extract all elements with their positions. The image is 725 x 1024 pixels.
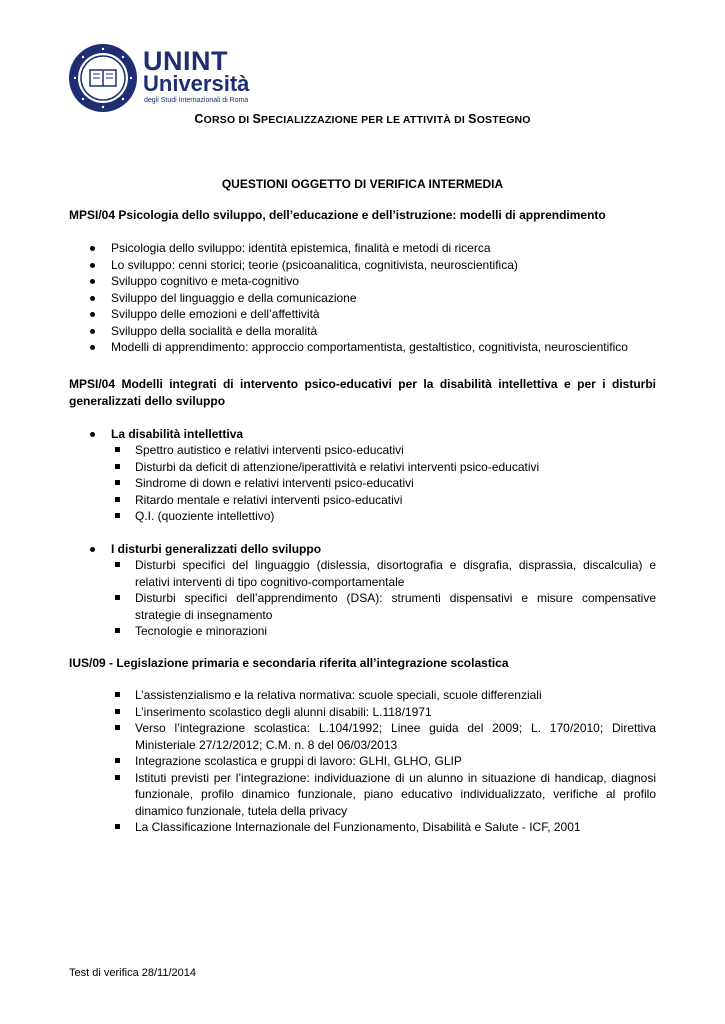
list-item: Istituti previsti per l’integrazione: individuazione di un alunno in situazione di handicap, diagnosi funzionale, profilo dinamico funzionale, piano educativo individualizzato, verifiche al profilo dinamico funzionale, tutela della privacy <box>112 770 656 820</box>
list-item: Verso l’integrazione scolastica: L.104/1992; Linee guida del 2009; L. 170/2010; Direttiva Ministeriale 27/12/2012; C.M. n. 8 del 06/03/2013 <box>112 720 656 753</box>
logo-name: UNINT <box>143 46 228 76</box>
section-1-heading: MPSI/04 Psicologia dello sviluppo, dell’educazione e dell’istruzione: modelli di apprendimento <box>69 208 606 222</box>
section-3-list <box>112 687 656 836</box>
document-subtitle: QUESTIONI OGGETTO DI VERIFICA INTERMEDIA <box>221 177 504 191</box>
list-item: L’inserimento scolastico degli alunni disabili: L.118/1971 <box>112 704 656 721</box>
section-2-group-1-list <box>112 442 656 525</box>
university-seal-icon <box>68 43 138 113</box>
section-2-group-2-list <box>112 557 656 640</box>
list-item: Disturbi da deficit di attenzione/iperattività e relativi interventi psico-educativi <box>112 459 656 476</box>
list-item: Sviluppo del linguaggio e della comunicazione <box>87 290 667 307</box>
logo-university: Università <box>143 71 250 96</box>
list-item: Disturbi specifici dell’apprendimento (DSA): strumenti dispensativi e misure compensative strategie di insegnamento <box>112 590 656 623</box>
list-item: Q.I. (quoziente intellettivo) <box>112 508 656 525</box>
section-2-heading: MPSI/04 Modelli integrati di intervento psico-educativi per la disabilità intellettiva e per i disturbi generalizzati dello sviluppo <box>69 377 656 408</box>
list-item: Lo sviluppo: cenni storici; teorie (psicoanalitica, cognitivista, neuroscientifica) <box>87 257 667 274</box>
list-item: Ritardo mentale e relativi interventi psico-educativi <box>112 492 656 509</box>
section-2-group-1 <box>87 426 655 443</box>
title-rest-2: PECIALIZZAZIONE PER LE ATTIVITÀ DI <box>261 114 469 126</box>
list-item: Sviluppo della socialità e della moralità <box>87 323 667 340</box>
footer-text: Test di verifica 28/11/2014 <box>69 967 196 979</box>
section-2-group-2 <box>87 541 655 558</box>
university-logo <box>68 43 268 115</box>
section-1-list <box>87 240 667 356</box>
list-item: Integrazione scolastica e gruppi di lavoro: GLHI, GLHO, GLIP <box>112 753 656 770</box>
list-item: La Classificazione Internazionale del Funzionamento, Disabilità e Salute - ICF, 2001 <box>112 819 656 836</box>
title-initial-3: S <box>468 112 477 126</box>
title-rest-3: OSTEGNO <box>476 114 531 126</box>
list-item: Sviluppo delle emozioni e dell’affettività <box>87 306 667 323</box>
group-title: I disturbi generalizzati dello sviluppo <box>87 541 655 558</box>
title-initial-2: S <box>252 112 262 126</box>
list-item: Modelli di apprendimento: approccio comportamentista, gestaltistico, cognitivista, neuroscientifico <box>87 339 667 356</box>
list-item: Disturbi specifici del linguaggio (dislessia, disortografia e disgrafia, disprassia, discalculia) e relativi interventi di tipo cognitivo-comportamentale <box>112 557 656 590</box>
document-title <box>0 112 725 126</box>
list-item: Sviluppo cognitivo e meta-cognitivo <box>87 273 667 290</box>
list-item: Sindrome di down e relativi interventi psico-educativi <box>112 475 656 492</box>
title-initial-1: C <box>194 112 204 126</box>
list-item: Tecnologie e minorazioni <box>112 623 656 640</box>
group-title: La disabilità intellettiva <box>87 426 655 443</box>
list-item: Spettro autistico e relativi interventi psico-educativi <box>112 442 656 459</box>
title-rest-1: ORSO DI <box>203 114 253 126</box>
logo-tagline: degli Studi Internazionali di Roma <box>144 97 249 104</box>
list-item: L’assistenzialismo e la relativa normativa: scuole speciali, scuole differenziali <box>112 687 656 704</box>
list-item: Psicologia dello sviluppo: identità epistemica, finalità e metodi di ricerca <box>87 240 667 257</box>
section-3-heading: IUS/09 - Legislazione primaria e secondaria riferita all’integrazione scolastica <box>69 656 509 670</box>
